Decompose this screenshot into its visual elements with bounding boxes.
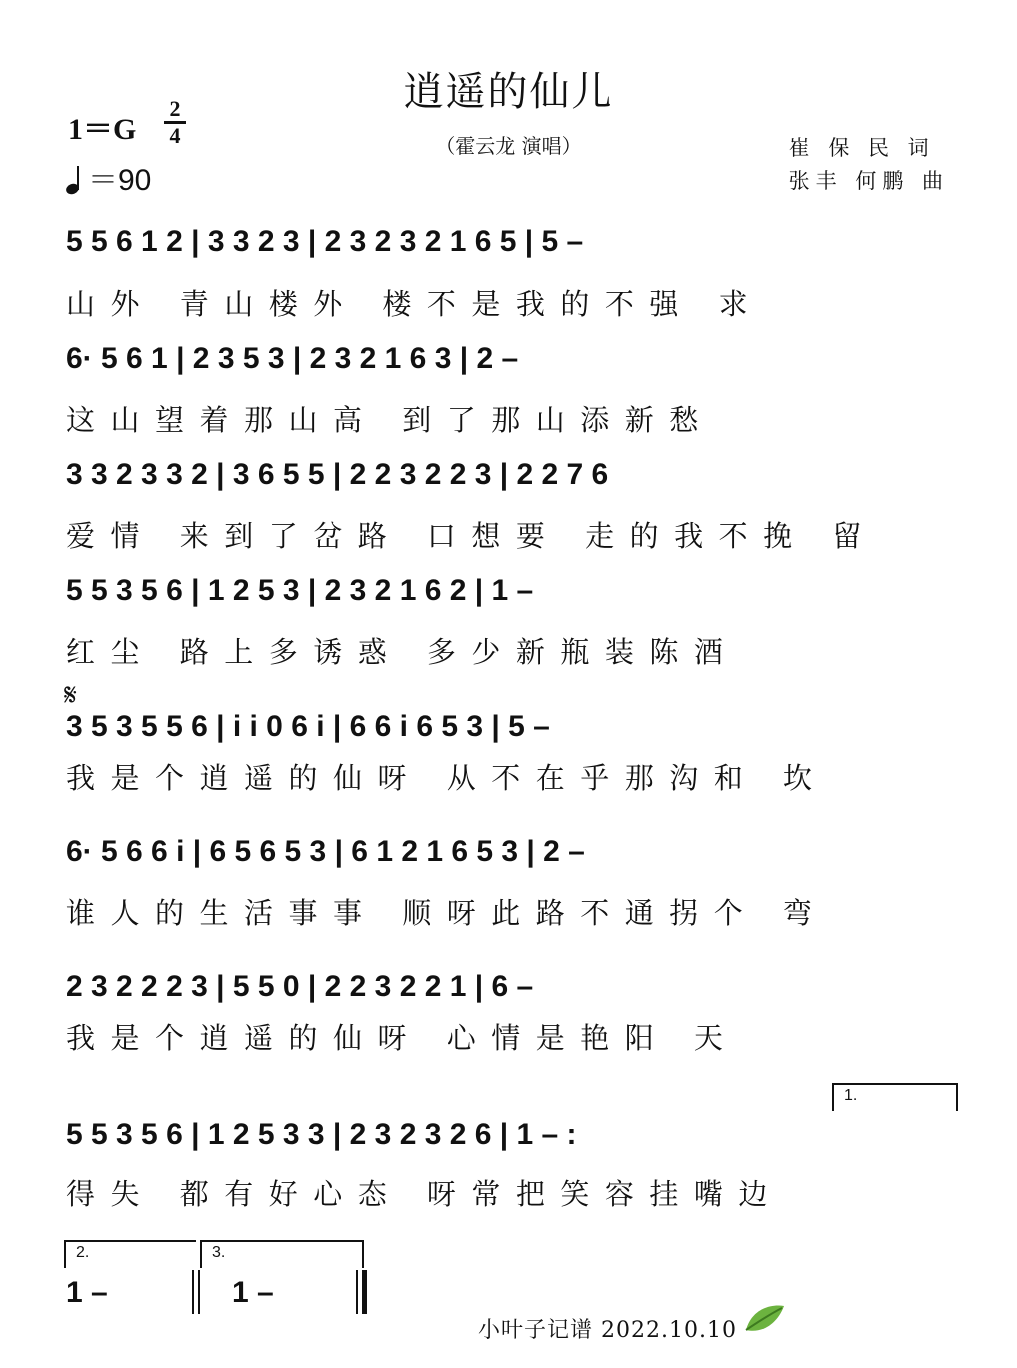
tempo-marking [66, 155, 151, 199]
notation-line-2: 6· 5 6 1 | 2 3 5 3 | 2 3 2 1 6 3 | 2 – [66, 342, 519, 375]
final-barline-thick [362, 1270, 367, 1314]
second-ending-bracket [64, 1240, 196, 1268]
time-signature-bottom: 4 [169, 123, 181, 148]
singer-credit: （霍云龙 演唱） [435, 134, 582, 158]
lyricist-credit: 崔 保 民 词 [788, 136, 935, 160]
lyric-line-2: 这山望着那山高 到了那山添新愁 [66, 403, 714, 437]
first-ending-bracket [832, 1083, 958, 1111]
notation-line-4: 5 5 3 5 6 | 1 2 5 3 | 2 3 2 1 6 2 | 1 – [66, 574, 534, 607]
second-ending-notes: 1 – [66, 1276, 108, 1309]
quarter-note-icon [66, 164, 84, 194]
time-signature-top: 2 [169, 96, 181, 121]
key-signature: 1＝G [68, 113, 137, 146]
third-ending-label: 3. [212, 1244, 226, 1261]
composer-credit: 张丰 何鹏 曲 [788, 169, 949, 193]
notation-line-8: 5 5 3 5 6 | 1 2 5 3 3 | 2 3 2 3 2 6 | 1 – : [66, 1118, 577, 1151]
second-ending-barline-inner [198, 1270, 200, 1314]
tempo-value: ＝90 [88, 164, 152, 197]
lyric-line-6: 谁人的生活事事 顺呀此路不通拐个 弯 [66, 896, 828, 930]
notation-line-7: 2 3 2 2 2 3 | 5 5 0 | 2 2 3 2 2 1 | 6 – [66, 970, 534, 1003]
first-ending-label: 1. [844, 1087, 858, 1104]
notation-line-3: 3 3 2 3 3 2 | 3 6 5 5 | 2 2 3 2 2 3 | 2 2 7 6 [66, 458, 609, 491]
lyric-line-7: 我是个逍遥的仙呀 心情是艳阳 天 [66, 1021, 739, 1055]
notation-line-5: 3 5 3 5 5 6 | i i 0 6 i | 6 6 i 6 5 3 | 5 – [66, 710, 550, 743]
notation-line-6: 6· 5 6 6 i | 6 5 6 5 3 | 6 1 2 1 6 5 3 | 2 – [66, 835, 585, 868]
lyric-line-5: 我是个逍遥的仙呀 从不在乎那沟和 坎 [66, 761, 828, 795]
lyric-line-3: 爱情 来到了岔路 口想要 走的我不挽 留 [66, 519, 877, 553]
page-title: 逍遥的仙儿 [403, 69, 614, 115]
credits [789, 132, 949, 198]
third-ending-notes: 1 – [232, 1276, 274, 1309]
time-signature [160, 98, 190, 147]
second-ending-barline [192, 1270, 194, 1314]
notation-line-1: 5 5 6 1 2 | 3 3 2 3 | 2 3 2 3 2 1 6 5 | 5 – [66, 225, 584, 258]
second-ending-label: 2. [76, 1244, 90, 1261]
segno-sign: 𝄋 [64, 678, 77, 713]
lyric-line-1: 山外 青山楼外 楼不是我的不强 求 [66, 287, 764, 321]
transcriber-footer: 小叶子记谱 2022.10.10 [478, 1318, 737, 1343]
leaf-logo-icon [742, 1300, 788, 1340]
lyric-line-4: 红尘 路上多诱惑 多少新瓶装陈酒 [66, 635, 739, 669]
third-ending-bracket [200, 1240, 364, 1268]
lyric-line-8: 得失 都有好心态 呀常把笑容挂嘴边 [66, 1177, 783, 1211]
final-barline-thin [356, 1270, 358, 1314]
